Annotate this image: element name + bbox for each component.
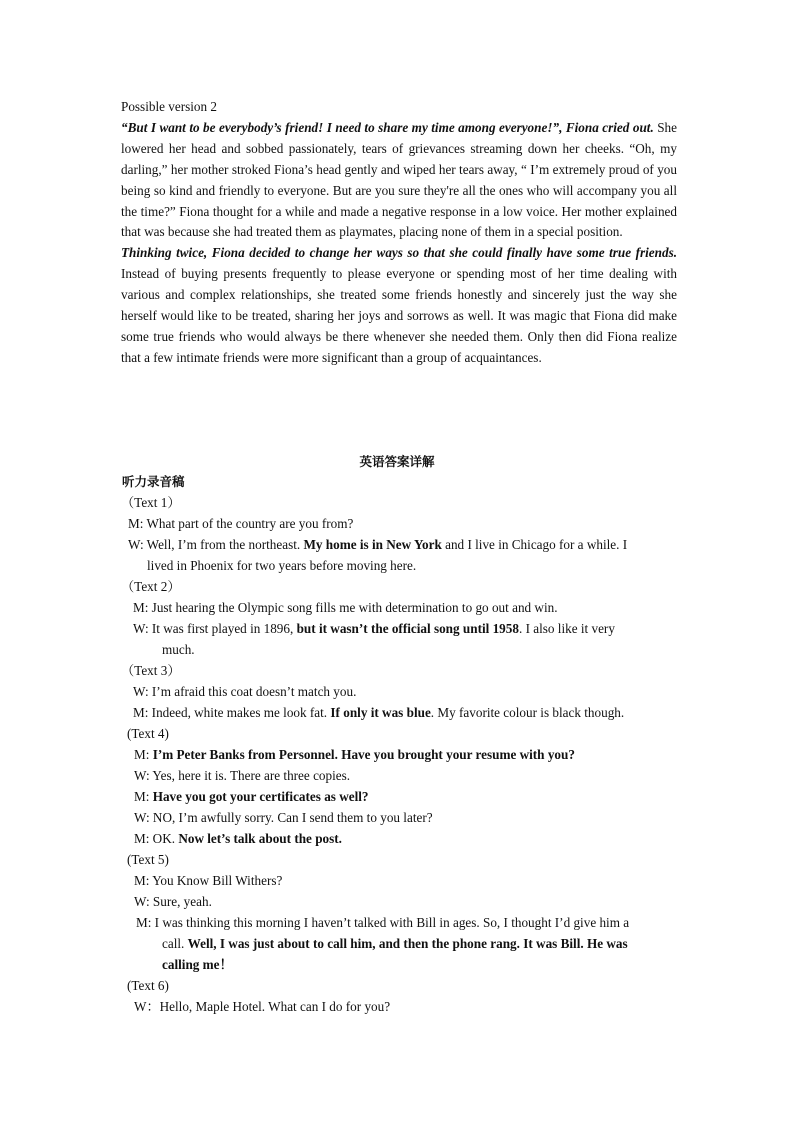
text-2-w-emphasis: but it wasn’t the official song until 1958 <box>296 621 519 636</box>
text-3-label: （Text 3） <box>121 663 181 678</box>
essay-heading: Possible version 2 <box>121 99 217 114</box>
text-4-line-w2: W: NO, I’m awfully sorry. Can I send them to you later? <box>134 810 433 825</box>
text-2-line-w-cont: much. <box>162 642 195 657</box>
text-5-line-m2-cont2 <box>162 955 233 976</box>
text-4-line-w1: W: Yes, here it is. There are three copies. <box>134 768 351 783</box>
essay-paragraph-2 <box>121 243 677 368</box>
text-2-w-part-a: W: It was first played in 1896, <box>133 621 297 636</box>
text-6-label: (Text 6) <box>127 978 169 993</box>
text-1-w-part-c: and I live in Chicago for a while. I <box>441 537 628 552</box>
essay-section <box>121 97 677 369</box>
text-4-m2-speaker: M: <box>134 789 153 804</box>
essay-p2-body: Instead of buying presents frequently to please everyone or spending most of her time dealing with various and complex relationships, she treated some friends honestly and sincerely just the way she herself would like to be treated, sharing her joys and sorrows as well. It was magic that Fiona did make some true friends who would always be there whenever she needed them. Only then did Fiona realize that a few intimate friends were more significant than a group of acquaintances. <box>121 266 677 365</box>
text-3-m-part-c: . My favorite colour is black though. <box>430 705 625 720</box>
text-1-line-m: M: What part of the country are you from? <box>128 516 354 531</box>
text-4-m1-emphasis: I’m Peter Banks from Personnel. Have you brought your resume with you? <box>152 747 575 762</box>
text-3-line-m <box>133 703 624 724</box>
essay-paragraph-1 <box>121 118 677 243</box>
text-2-line-m: M: Just hearing the Olympic song fills me with determination to go out and win. <box>133 600 558 615</box>
text-5-label: (Text 5) <box>127 852 169 867</box>
text-6-line-w: W：Hello, Maple Hotel. What can I do for you? <box>134 999 391 1014</box>
essay-p1-body: She lowered her head and sobbed passionately, tears of grievances streaming down her cheeks. “Oh, my darling,” her mother stroked Fiona’s head gently and wiped her tears away, “ I’m extremely proud of you being so kind and friendly to everyone. But are you sure they're all the ones who will accompany you all the time?” Fiona thought for a while and made a negative response in a low voice. Her mother explained that was because she had treated them as playmates, placing none of them in a special position. <box>121 119 678 240</box>
text-2-line-w <box>133 619 615 640</box>
text-5-m2-emphasis: Well, I was just about to call him, and then the phone rang. It was Bill. He was <box>187 936 628 951</box>
text-5-m2-part-b: call. <box>162 936 188 951</box>
text-4-m2-emphasis: Have you got your certificates as well? <box>152 789 369 804</box>
text-1-label: （Text 1） <box>121 495 181 510</box>
text-5-line-w1: W: Sure, yeah. <box>134 894 212 909</box>
text-3-m-emphasis: If only it was blue <box>330 705 431 720</box>
text-1-w-emphasis: My home is in New York <box>303 537 442 552</box>
text-3-m-part-a: M: Indeed, white makes me look fat. <box>133 705 331 720</box>
essay-p1-lead: “But I want to be everybody’s friend! I need to share my time among everyone!”, Fiona cried out. <box>121 119 654 135</box>
text-1-line-w <box>128 535 676 556</box>
text-2-w-part-c: . I also like it very <box>518 621 615 636</box>
text-5-line-m2: M: I was thinking this morning I haven’t talked with Bill in ages. So, I thought I’d give him a <box>136 915 630 930</box>
text-1-line-w-cont: lived in Phoenix for two years before moving here. <box>147 558 417 573</box>
transcript-heading: 听力录音稿 <box>122 474 185 489</box>
text-4-line-m1 <box>134 745 575 766</box>
text-4-line-m3 <box>134 829 342 850</box>
text-5-line-m2-cont <box>162 934 628 955</box>
text-4-m1-speaker: M: <box>134 747 153 762</box>
section-title: 英语答案详解 <box>359 454 435 469</box>
text-1-w-part-a: W: Well, I’m from the northeast. <box>128 537 304 552</box>
text-5-m2-emphasis-end: calling me！ <box>162 957 233 972</box>
text-3-line-w: W: I’m afraid this coat doesn’t match you. <box>133 684 357 699</box>
text-4-m3-emphasis: Now let’s talk about the post. <box>178 831 342 846</box>
text-2-label: （Text 2） <box>121 579 181 594</box>
text-4-line-m2 <box>134 787 369 808</box>
text-4-m3-part-a: M: OK. <box>134 831 179 846</box>
text-4-label: (Text 4) <box>127 726 169 741</box>
essay-p2-lead: Thinking twice, Fiona decided to change her ways so that she could finally have some true friends. <box>121 245 677 261</box>
text-5-line-m1: M: You Know Bill Withers? <box>134 873 283 888</box>
